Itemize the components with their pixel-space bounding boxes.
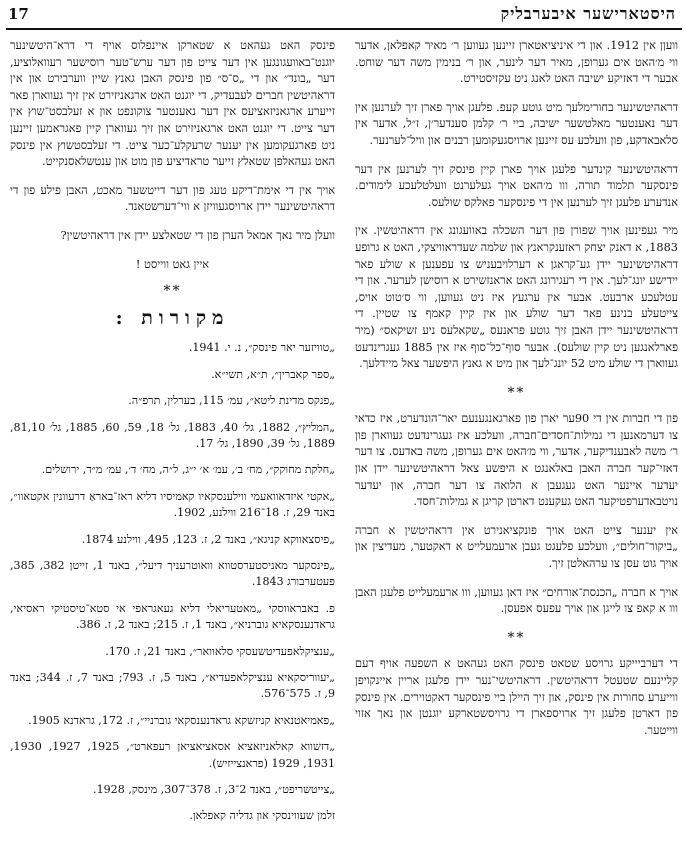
sources-list [10,340,335,825]
paragraph: פינסק האט געהאט א שטארקן איינפלוס אויף די דרא־היטשינער יוגנט־באוועגונגען אין דער צייט פון דער ערש־טער רוסישער רעוואלוציע, דער „בונד״ און די „ס־ס״ פון פינסק האבן גאנץ שיין ווערבירט און אין דראהיטשין חברים לעבעדיק, די יוגנט האט ארגאניזירט אין זיך געווארן פאר זייערע ארגאניזאציעס אין דער נאענטער צוקונפט און א זעלבסט־שוץ אין דער צייט. די יוגנט האט ארגאניזירט און זיך געווארן קיין פאגראמען זיינען ניט פארגעקומען אין יענער שרעקלע־כער צייט. די זעלבסטשוץ אין פינסק האט געהאלפן שטאלץ זייער טראדיציע פון מוט און ענטשלאסנקייט. [10,39,335,169]
page-header [6,2,682,30]
source-entry: „ענציקלאפעדיטשעסקי סלאוואר״, באנד 21, ז. 170. [105,644,335,658]
source-entry: „פנקס מדינת ליטא״, עמ׳ 115, בערלין, תרפ״ה. [128,394,335,408]
paragraph: די דערביייקע גרויסע שטאט פינסק האט געהאט א השפעה אויף דעם קליינעם שטעטל דראהיטשין. דראהיטשי־נער יידן פלעגן אריין איינקויפן ווייערע סחורות אין פינסק, און זיך היילן ביי פינסקער דאקטוירים. אין פינסק פון דארטן פלעגן זיך ארויספארן די גרויסשטארקע יוגנטן און נאך אזוי ווייטער. [355,657,678,737]
page-number: 17 [8,5,29,23]
paragraph: וועלן מיר נאך אמאל הערן פון די שטאלצע יידן אין דראהיטשין? [60,228,335,242]
source-entry: „טוויזער יאר פינסק״, נ. י. 1941. [188,341,335,355]
section-separator: ** [163,283,182,300]
source-entry: „דזשווא קאלאניזאציא אסאציאציאן רעפארט״, 1925, 1927, 1930, 1931, 1929 (פראנצייזיש). [10,740,335,770]
right-column [355,38,678,858]
source-entry: „פיסצאווקא קניגא״, באנד 2, ז. 123, 495, ווילנע 1874. [81,532,335,546]
source-entry: „אקטי איזדאוואעמי ווילענסקאיו קאמיסיו דליא ראז־באראַ דרעוונין אקטאוו״, באנד 29, ז. 18־216 ווילנע, 1902. [10,489,335,520]
paragraph: אויך אין די אימת־דיקע טעג פון דער דייטשער מאכט, האבן פילע פון די דראהיטשינער יידן ארויסגעוויזן א ווי־דערשטאנד. [10,183,335,214]
sign-off: איין גאט ווייסט ! [135,257,210,271]
sources-heading: מקורות : [115,306,230,329]
source-entry: „חלקת מחוקק״, מח׳ ב׳, עמ׳ א׳ י״ג, ל״ה, מח׳ ד׳, עמ׳ מ״ד, ירושלים. [41,463,335,477]
source-entry: „המליץ״, 1882, גל׳ 40, 1883, גל׳ 18, 59, 60, 1885, גל׳ 81,10, 1889, גל׳ 39, 1890, גל׳ 17. [10,420,335,450]
paragraph: אין יענער צייט האט אויך פונקציאנירט אין דראהיטשין א חברה „ביקור־חולים״, וועלכע פלעגט געבן ארעמעלייט א דאקטער, מעדיצין און אויך גוט עסן צו ערהאלטן זיך. [355,523,678,571]
paragraph: מיר געפינען אויך שפורן פון דער השכלה באוועגונג אין דראהיטשין. אין 1883, א דאנק יצחק ראזענקראנץ און שלמה שעדראוויצקי, האט א גרופע דראהיטשינער יידן גע־קראגן א דערלויבעניש צו עפענען א שולע פאר יידישע יונג־לעך. אין די רעגירונג האט אראנזשירט א רוסישן לערער. און די עטלעכע ארבעט. אבער אין ערגעץ איז ניט געווען, ווי ס׳טוט אויס, צייטעלע בנינע פאר דער שולע און אין קיין קאמף צו שטיין. די דראהיטשינער יידן האבן זיך גוטע פראנעס „שקאלעס ניע זשיקאס״ (מיר פארלאנגען ניט קיין שולעס). אבער סוף־כל־סוף איז אין 1885 געגרינדעט געווארן די שולע מיט 52 יונג־לעך און מיט א גאנץ היפשער צאל מיידלעך. [355,224,678,371]
source-entry: „ספר קאברין״, ת״א, תשי״א. [211,367,335,381]
paragraph: דראהיטשינער קינדער פלעגן אויך פארן קיין פינסק זיך לערנען אין דער פינסקער תלמוד תורה, ווו מ׳האט אויך געלערנט וועלטלעכע לימודים. אנדערע פלעגן זיך לערנען אין די פינסקער פאלקס שולעס. [355,162,678,209]
paragraph: וועןן אין 1912. און די איניציאטארן זיינען געווען ר׳ מאיר קאפלאן, אדער ווי מ׳האט אים גערופן, מאיר דער לינער, און ר׳ בנימין משה דער שוחט. אבער די דאזיקע ישיבה האט לאנג ניט עקזיסטירט. [355,39,678,86]
source-entry: „פאמיאטנאיא קניזשקא גראדנענסקאי גוברניי״, ז. 172, גראדנא 1905. [28,713,335,727]
source-entry: זלמן שעווינסקי און גדליה קאפלאן. [189,809,335,823]
running-title: היסטארישער איבערבליק [500,4,676,23]
source-entry: „יעווריסקאיא ענציקלאפעדיא״, באנד 5, ז. 793; באנד 7, ז. 344; באנד 9, ז. 575־576. [10,671,335,701]
paragraph: אויך א חברה „הכנסת־אורחים״ איז דאן געווען, ווו ארעמעלייט פלעגן האבן ווו א קאפ צו לייגן און אויך עפעס אפעסן. [355,585,678,616]
paragraph: פון די חברות אין די 90ער יארן פון פארגאנגענעם יאר־הונדערט, איז כדאי צו דערמאנען די גמילות־חסדים־חברה, וועלכע איז געגרינדעט געווארן פון ר׳ משה לאבענדיקער, אדער, ווי מ׳האט אים גערופן, משה באדעס. צו דער דאזי־קער חברה האבן באלאנגט א היפשע צאל דראהיטשינער יידן און יעדער איינער האט געגעבן א הלואה צו דער חברה, און יעדער נויטבאדערפטיקער האט געקענט דארטן קריגן א גמילות־חסד. [355,412,678,509]
section-separator: ** [507,384,526,401]
source-entry: „פינסקער מאניסטערסטווא וואוטרעניך דיעל״, באנד 1, זייטן 382, 385, פעטערבורג 1843. [10,558,335,589]
paragraph: דראהיטשינער בחורימלעך מיט גוטע קעפ. פלעגן אויך פארן זיך לערנען אין דער נאענטער מאלטשער ישיבה, ביי ר׳ קלמן סענדער׳ן, ז״ל, אדער אין סלאבאדקע, פון וועלכע עס זיינען ארויסגעקומען רבנים און וויל־לערנער. [355,100,678,147]
left-column [10,38,335,858]
source-entry: „צייטשריפט״, באנד 2־3, ז. 378־307, מינסק, 1928. [93,783,335,797]
source-entry: פ. באבראווסקי „מאטעריאלי דליא געאגראפי אי סטא־טיסטיקי ראסיאי, גראדנענסקאיא גוברניא״, באנד 1, ז. 215; באנד 2, ז. 386. [10,601,335,632]
section-separator: ** [507,629,526,646]
